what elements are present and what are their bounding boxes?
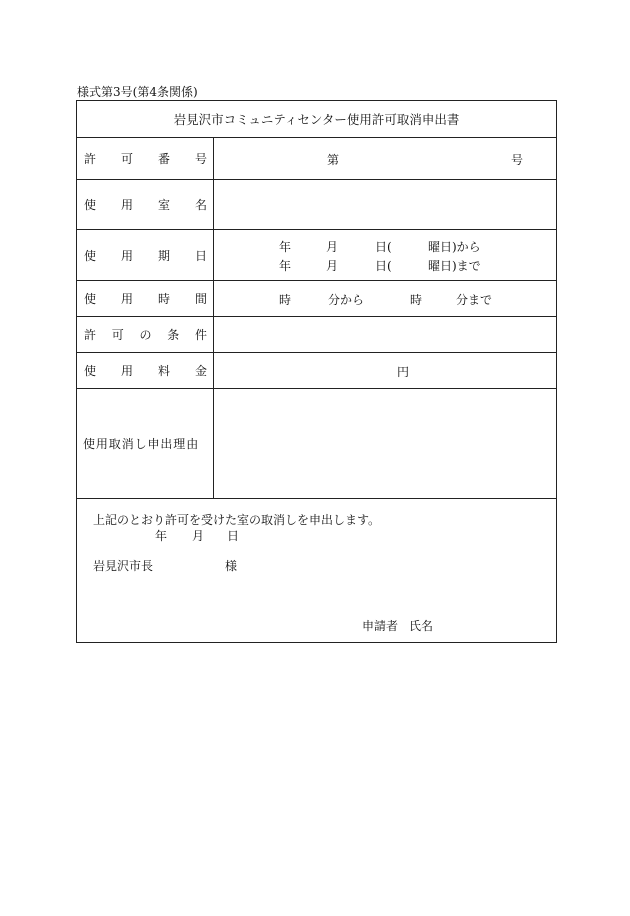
start-year: 年 (279, 240, 292, 254)
end-day: 日( (375, 259, 392, 273)
fee-yen: 円 (397, 365, 410, 379)
label-char: 使 (84, 364, 97, 378)
label-char: 可 (111, 328, 124, 342)
label-char: 期 (157, 248, 170, 263)
usage-fee-row (77, 353, 556, 389)
label-char: 用 (120, 292, 133, 306)
declaration-year: 年 (155, 529, 168, 543)
usage-period-label (77, 230, 214, 280)
permit-go: 号 (511, 153, 524, 167)
label-text: 使用取消し申出理由 (83, 437, 200, 451)
cancel-reason-label (77, 389, 214, 498)
permit-number-row (77, 138, 556, 180)
usage-fee-label (77, 353, 214, 388)
declaration-section (77, 499, 556, 642)
applicant-label: 申請者 (362, 619, 399, 633)
cancel-reason-field[interactable] (214, 389, 556, 498)
start-month: 月 (326, 240, 339, 254)
form-number: 様式第3号(第4条関係) (77, 85, 198, 99)
permit-conditions-field[interactable] (214, 317, 556, 352)
label-char: 室 (157, 198, 170, 212)
label-char: 金 (194, 364, 207, 378)
permit-conditions-label (77, 317, 214, 352)
label-char: 使 (84, 292, 97, 306)
room-name-row (77, 180, 556, 230)
label-char: 許 (84, 152, 97, 166)
start-day: 日( (375, 240, 392, 254)
end-year: 年 (279, 259, 292, 273)
label-char: 用 (120, 364, 133, 378)
end-minute: 分まで (456, 293, 493, 307)
label-char: 間 (194, 292, 207, 306)
label-char: 可 (120, 152, 133, 166)
label-char: 件 (194, 328, 207, 342)
start-hour: 時 (279, 293, 292, 307)
usage-time-row (77, 281, 556, 317)
declaration-statement: 上記のとおり許可を受けた室の取消しを申出します。 (93, 513, 381, 527)
label-char: 号 (194, 152, 207, 166)
form-title: 岩見沢市コミュニティセンター使用許可取消申出書 (77, 101, 556, 138)
addressee-sama: 様 (225, 559, 238, 573)
room-name-label (77, 180, 214, 229)
declaration-month: 月 (192, 529, 205, 543)
label-char: 料 (157, 364, 170, 378)
permit-dai: 第 (327, 153, 340, 167)
label-char: 名 (194, 198, 207, 212)
declaration-day: 日 (227, 529, 240, 543)
label-char: 日 (194, 248, 207, 263)
usage-time-field[interactable] (214, 281, 556, 316)
label-char: 使 (84, 198, 97, 212)
usage-time-label (77, 281, 214, 316)
start-weekday: 曜日)から (428, 240, 481, 254)
label-char: 用 (120, 198, 133, 212)
label-char: 条 (167, 328, 180, 342)
cancel-reason-row (77, 389, 556, 499)
label-char: 許 (84, 328, 97, 342)
permit-conditions-row (77, 317, 556, 353)
usage-period-row (77, 230, 556, 281)
label-char: 用 (120, 248, 133, 263)
permit-number-label (77, 138, 214, 179)
permit-number-field[interactable] (214, 138, 556, 179)
label-char: 時 (157, 292, 170, 306)
usage-fee-field[interactable] (214, 353, 556, 388)
application-form (76, 100, 557, 643)
label-char: 使 (84, 248, 97, 263)
label-char: の (139, 328, 152, 342)
room-name-field[interactable] (214, 180, 556, 229)
end-hour: 時 (410, 293, 423, 307)
start-minute: 分から (328, 293, 365, 307)
addressee: 岩見沢市長 (93, 559, 154, 573)
end-month: 月 (326, 259, 339, 273)
end-weekday: 曜日)まで (428, 259, 481, 273)
label-char: 番 (157, 152, 170, 166)
applicant-name-label: 氏名 (409, 619, 434, 633)
usage-period-field[interactable] (214, 230, 556, 280)
